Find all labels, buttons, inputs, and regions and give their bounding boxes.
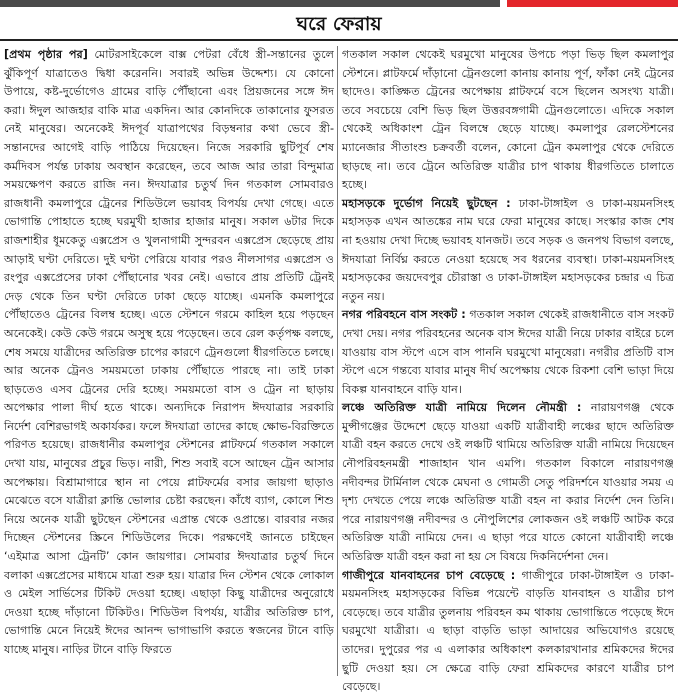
left-body-text: মোটরসাইকেলে বাক্স পেটরা বেঁধে স্ত্রী-সন্তানের তুলে ঝুঁকিপূর্ণ যাত্রাতেও দ্বিধা করেননি। সবারই অভিন্ন উদ্দেশ্য। যে কোনো উপায়ে, কষ্ট-দুর্ভোগেও গ্রামের বাড়ি পৌঁছানো এবং প্রিয়জনের সঙ্গে ঈদ করা। ঈদুল আজহার বাকি মাত্র একদিন। আর কোনদিকে তাকানোর ফুসরত নেই মানুষের। অনেকেই ঈদপূর্ব যাত্রাপথের বিড়ম্বনার কথা ভেবে স্ত্রী-সন্তানদের আগেই বাড়ি পাঠিয়ে দিয়েছেন। নিজে সরকারি ছুটিপূর্ব শেষ কর্মদিবস পর্যন্ত ঢাকায় অবস্থান করেছেন, তবে আজ আর তারা বিন্দুমাত্র সময়ক্ষেপণ করতে রাজি নন। ঈদযাত্রার চতুর্থ দিন গতকাল সোমবারও রাজধানী কমলাপুরে ট্রেনের শিডিউলে ভয়াবহ বিপর্যয় দেখা গেছে। এতে ভোগান্তি পোহাতে হচ্ছে ঘরমুখী হাজার হাজার মানুষ। সকাল ৬টার দিকে রাজশাহীর ধূমকেতু এক্সপ্রেস ও খুলনাগামী সুন্দরবন এক্সপ্রেস ছেড়েছে প্রায় আড়াই ঘণ্টা দেরিতে। দুই ঘণ্টা পেরিয়ে যাবার পরও নীলসাগর এক্সপ্রেস ও রংপুর এক্সপ্রেসের ঢাকা পৌঁছানোর খবর নেই। এভাবে প্রায় প্রতিটি ট্রেনই দেড় থেকে তিন ঘণ্টা দেরিতে ঢাকা ছেড়ে যাচ্ছে। এমনকি কমলাপুরে পৌঁছাতেও ট্রেনের বিলম্ব হচ্ছে। এতে স্টেশনে গরমে কাহিল হয়ে পড়ছেন অনেকেই। কেউ কেউ গরমে অসুস্থ হয়ে পড়েছেন। তবে রেল কর্তৃপক্ষ বলছে, শেষ সময়ে যাত্রীদের অতিরিক্ত চাপের কারণে ট্রেনগুলো ধীরগতিতে চলছে। আর অনেক ট্রেনও সময়মতো ঢাকায় পৌঁছাতে পারছে না। তাই ঢাকা ছাড়তেও এসব ট্রেনের দেরি হচ্ছে। সময়মতো বাস ও ট্রেন না ছাড়ায় অপেক্ষার পালা দীর্ঘ হতে থাকে। অন্যদিকে নিরাপদ ঈদযাত্রার সরকারি নির্দেশ বেশিরভাগই অকার্যকর। ফলে ঈদযাত্রা তাদের কাছে ক্ষোভ-বিরক্তিতে পরিণত হয়েছে। রাজধানীর কমলাপুর স্টেশনের প্লাটফর্মে গতকাল সকালে দেখা যায়, মানুষের প্রচুর ভিড়। নারী, শিশু সবাই বসে আছেন ট্রেন আসার অপেক্ষায়। বিশ্রামাগারে স্থান না পেয়ে প্লাটফর্মের বসার জায়গা ছাড়াও মেঝেতে বসে যাত্রীরা ক্লান্তি ভোলার চেষ্টা করছেন। কাঁধে ব্যাগ, কোলে শিশু নিয়ে অনেক যাত্রী ছুটছেন স্টেশনের এপ্রান্ত থেকে ওপ্রান্তে। বারবার নজর দিচ্ছেন স্টেশনের স্ক্রিনে শিডিউলের দিকে। পরক্ষণেই জানতে চাইছেন ‘এইমাত্র আসা ট্রেনটি’ কোন জায়গার। সোমবার ঈদযাত্রার চতুর্থ দিনে বলাকা এক্সপ্রেসের মাধ্যমে যাত্রা শুরু হয়। যাত্রার দিন স্টেশন থেকে লোকাল ও মেইল সার্ভিসের টিকিট দেওয়া হচ্ছে। এছাড়া কিছু যাত্রীদের অনুরোধে দেওয়া হচ্ছে দাঁড়ানো টিকিটও। শিডিউল বিপর্যয়, যাত্রীর অতিরিক্ত চাপ, ভোগান্তি মেনে নিয়েই ঈদের আনন্দ ভাগাভাগি করতে স্বজনের টানে বাড়ি যাচ্ছে মানুষ। নাড়ির টানে বাড়ি ফিরতে bbox=[4, 48, 334, 656]
section-launch-head: লঞ্চে অতিরিক্ত যাত্রী নামিয়ে দিলেন নৌমন্ত্রী : bbox=[342, 401, 582, 415]
top-bar-dark-segment bbox=[0, 0, 500, 7]
left-paragraph bbox=[4, 46, 334, 660]
section-bus bbox=[342, 306, 674, 399]
section-gazipur-head: গাজীপুরে যানবাহনের চাপ বেড়েছে : bbox=[342, 568, 516, 582]
section-highway bbox=[342, 195, 674, 307]
continuation-kicker: [প্রথম পৃষ্ঠার পর] bbox=[4, 48, 88, 61]
page-headline: ঘরে ফেরায় bbox=[296, 13, 382, 35]
top-bar-red-segment bbox=[507, 0, 678, 7]
section-highway-body: ঢাকা-টাঙ্গাইল ও ঢাকা-ময়মনসিংহ মহাসড়ক এখন আতঙ্কের নাম ঘরে ফেরা মানুষের কাছে। সংস্কার কাজ শেষ না হওয়ায় দেখা দিচ্ছে ভয়াবহ যানজট। তবে সড়ক ও জনপথ বিভাগ বলছে, ঈদযাত্রা নির্বিঘ্ন করতে নেওয়া হয়েছে সব ধরনের ব্যবস্থা। ঢাকা-ময়মনসিংহ মহাসড়কের জয়দেবপুর চৌরাস্তা ও ঢাকা-টাঙ্গাইল মহাসড়কের চন্দ্রার এ চিত্র নতুন নয়। bbox=[342, 196, 675, 303]
left-column bbox=[4, 46, 334, 678]
column-divider bbox=[337, 46, 338, 676]
headline-rule bbox=[0, 39, 678, 41]
section-gazipur bbox=[342, 567, 674, 697]
section-bus-head: নগর পরিবহনে বাস সংকট : bbox=[342, 308, 466, 322]
section-gazipur-body: গাজীপুরে ঢাকা-টাঙ্গাইল ও ঢাকা-ময়মনসিংহ মহাসড়কের বিভিন্ন পয়েন্টে বাড়তি যানবাহন ও যাত্রীর চাপ বেড়েছে। তবে যাত্রীর তুলনায় পরিবহন কম থাকায় ভোগান্তিতে পড়েছে ঈদে ঘরমুখো যাত্রীরা। এ ছাড়া বাড়তি ভাড়া আদায়ের অভিযোগও রয়েছে তাদের। দুপুরের পর এ এলাকার অধিকাংশ কলকারখানার শ্রমিকদের ঈদের ছুটি দেওয়া হয়। সে ক্ষেত্রে বাড়ি ফেরা শ্রমিকদের কারণে যাত্রীর চাপ বেড়েছে। bbox=[342, 568, 674, 694]
section-bus-body: গতকাল সকাল থেকেই রাজধানীতে বাস সংকট দেখা দেয়। নগর পরিবহনের অনেক বাস ঈদের যাত্রী নিয়ে ঢাকার বাইরে চলে যাওয়ায় বাস স্টপে এসে বাস পাননি ঘরমুখো মানুষেরা। নগরীর প্রতিটি বাস স্টপে এসে গন্তব্যে যাবার মানুষ দীর্ঘ অপেক্ষায় থেকে রিকশা বেশি ভাড়া দিয়ে বিকল্প যানবাহনে বাড়ি যান। bbox=[342, 308, 674, 396]
section-launch-body: নারায়ণগঞ্জ থেকে মুন্সীগঞ্জের উদ্দেশে ছেড়ে যাওয়া একটি যাত্রীবাহী লঞ্চের ছাদে অতিরিক্ত যাত্রী বহন করতে দেখে ওই লঞ্চটি থামিয়ে অতিরিক্ত যাত্রী নামিয়ে দিয়েছেন নৌপরিবহনমন্ত্রী শাজাহান খান এমপি। গতকাল বিকালে নারায়ণগঞ্জ নদীবন্দর টার্মিনাল থেকে মেঘনা ও গোমতী সেতু পরিদর্শনে যাওয়ার সময় এ দৃশ্য দেখতে পেয়ে লঞ্চে অতিরিক্ত যাত্রী বহন না করার নির্দেশ দেন তিনি। পরে নারায়ণগঞ্জ নদীবন্দর ও নৌপুলিশের লোকজন ওই লঞ্চটি আটক করে অতিরিক্ত যাত্রী নামিয়ে দেন। এ ছাড়া পরে যাতে কোনো যাত্রীবাহী লঞ্চে অতিরিক্ত যাত্রী বহন করা না হয় সে বিষয়ে দিকনির্দেশনা দেন। bbox=[342, 401, 674, 564]
right-intro: গতকাল সকাল থেকেই ঘরমুখো মানুষের উপচে পড়া ভিড় ছিল কমলাপুর স্টেশনে। প্লাটফর্মে দাঁড়ানো ট্রেনগুলো কানায় কানায় পূর্ণ, ফাঁকা নেই ট্রেনের ছাদেও। কাঙ্ক্ষিত ট্রেনের অপেক্ষায় প্লাটফর্মে বসে ছিলেন অসংখ্য যাত্রী। তবে সবচেয়ে বেশি ভিড় ছিল উত্তরবঙ্গগামী ট্রেনগুলোতে। এদিকে সকাল থেকেই অধিকাংশ ট্রেন বিলম্বে ছেড়ে যাচ্ছে। কমলাপুর রেলস্টেশনের ম্যানেজার সীতাংশু চক্রবর্তী বলেন, কোনো ট্রেন কমলাপুর থেকে দেরিতে ছাড়ছে না। তবে ট্রেনে অতিরিক্ত যাত্রীর চাপ থাকায় ধীরগতিতে চালাতে হচ্ছে। bbox=[342, 48, 674, 192]
section-highway-head: মহাসড়কে দুর্ভোগ নিয়েই ছুটছেন : bbox=[342, 196, 511, 210]
section-launch bbox=[342, 399, 674, 566]
right-column bbox=[342, 46, 675, 694]
